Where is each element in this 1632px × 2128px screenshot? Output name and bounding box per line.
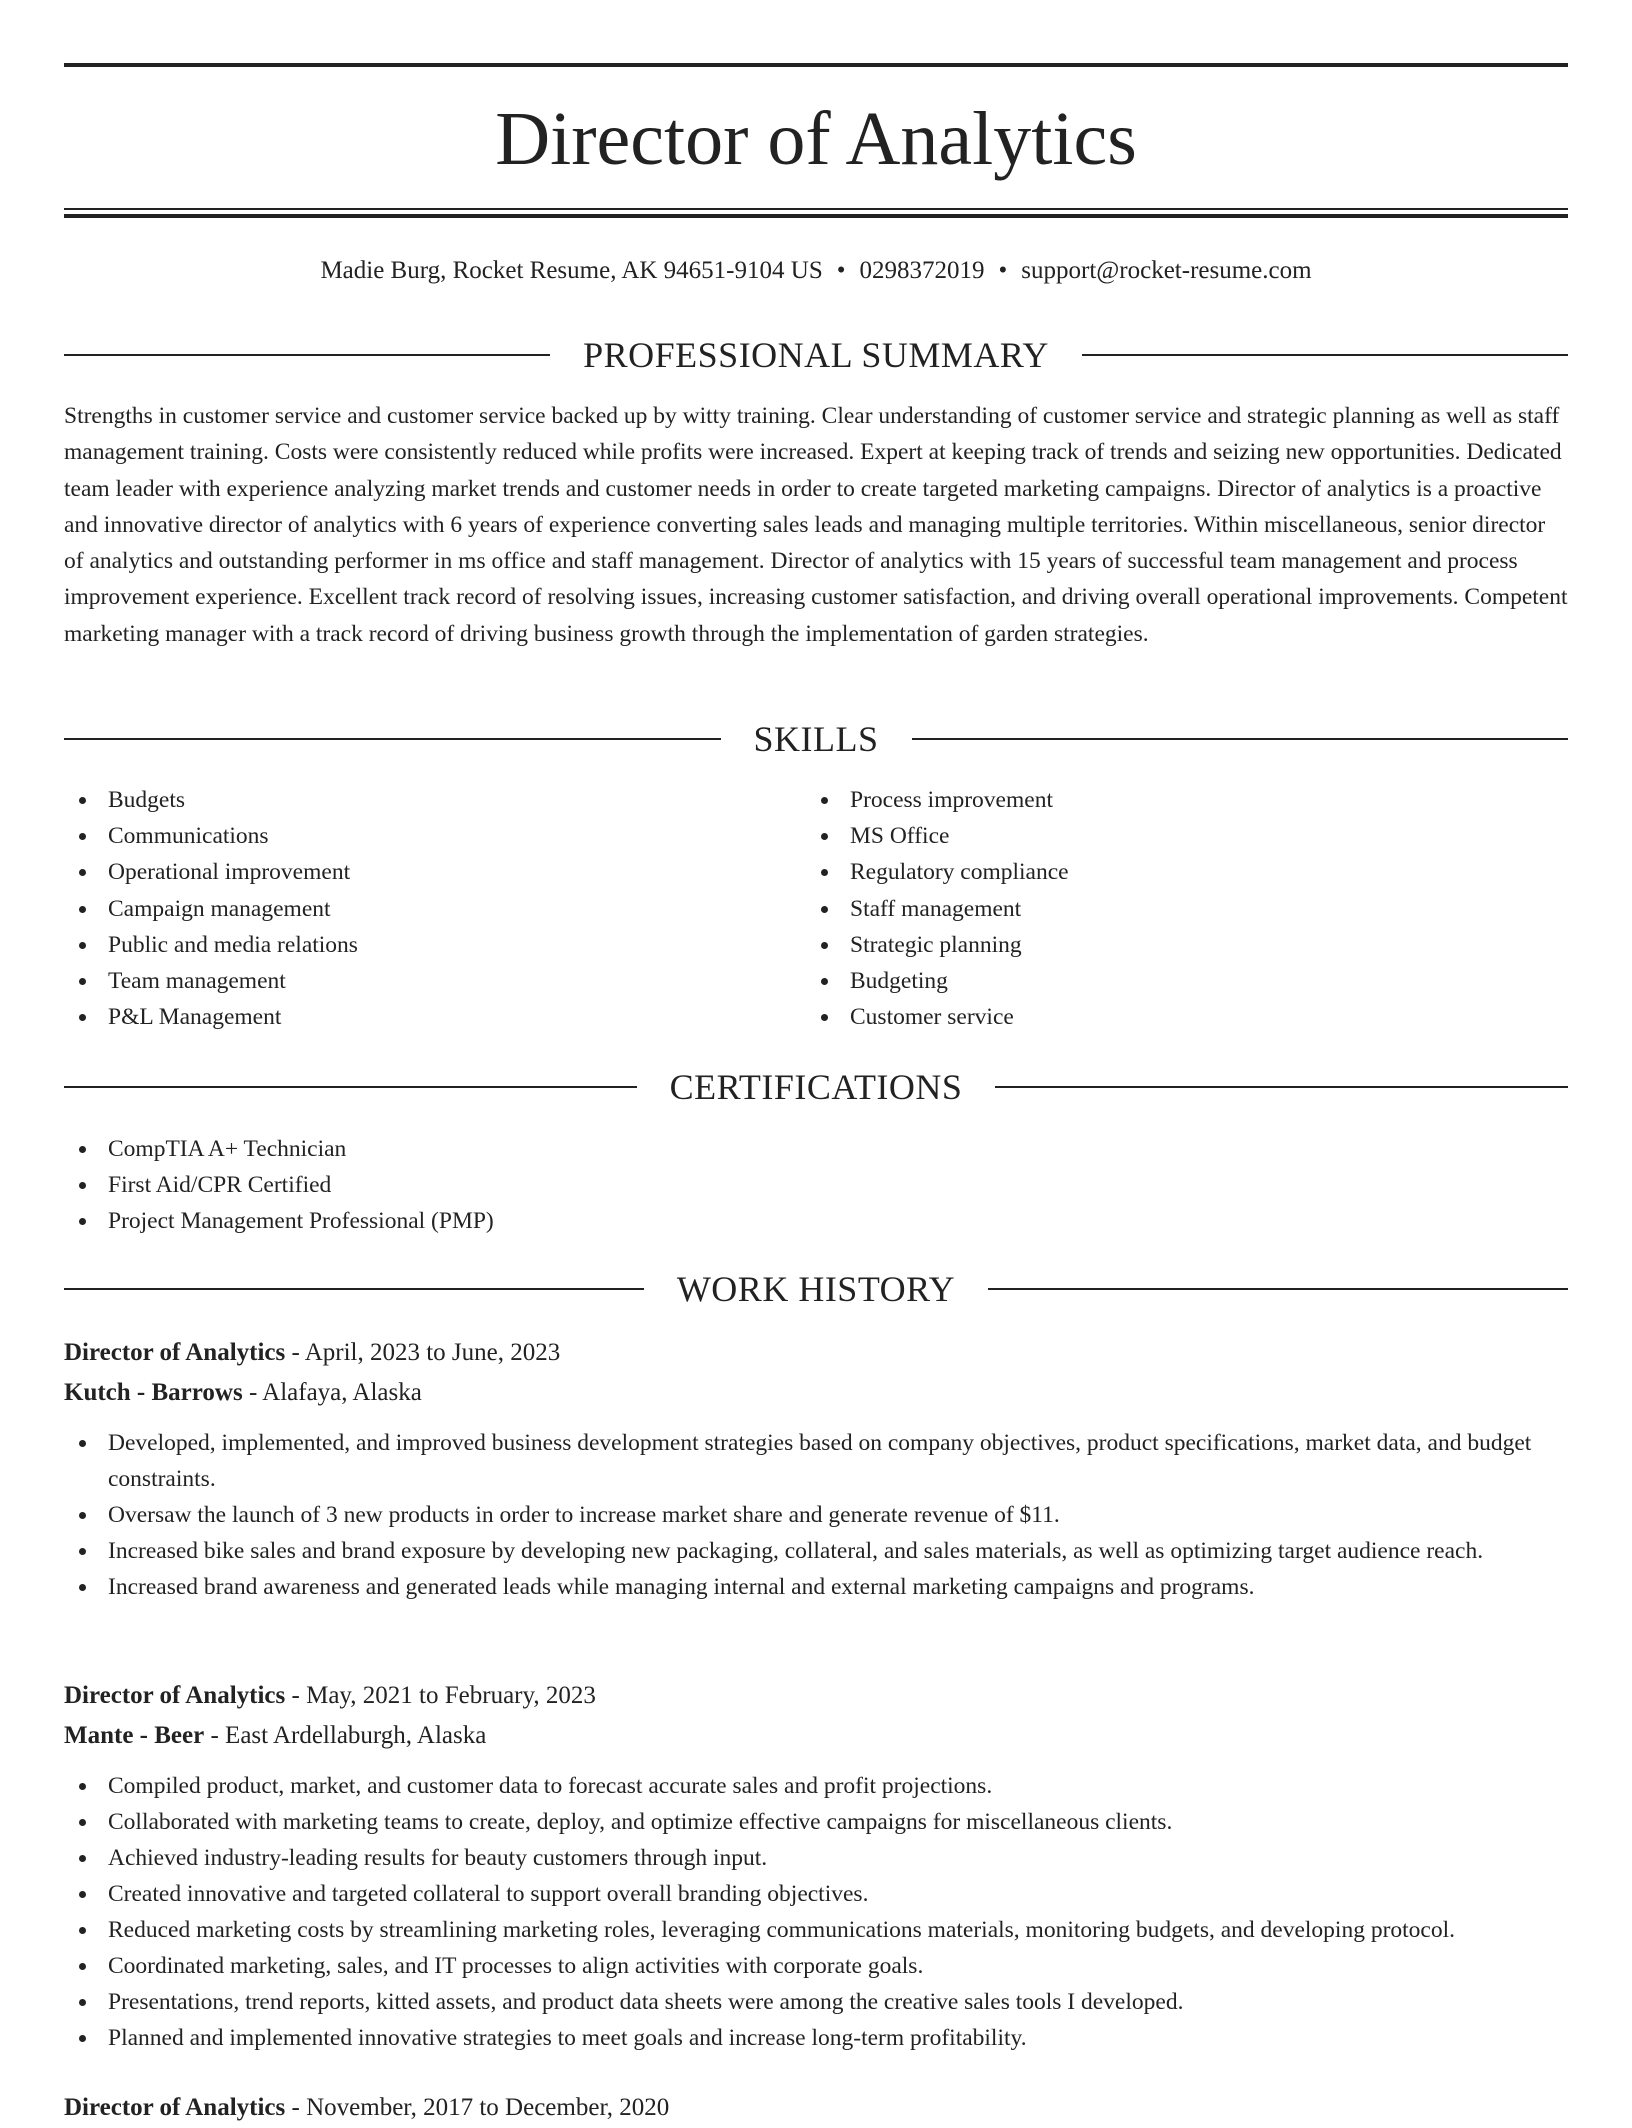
job-bullet: Increased brand awareness and generated leads while managing internal and external marketing campaigns and programs. bbox=[64, 1569, 1568, 1605]
section-heading-skills bbox=[64, 716, 1568, 762]
job-company-row: Kutch - Barrows - Alafaya, Alaska bbox=[64, 1379, 422, 1406]
section-heading-summary bbox=[64, 332, 1568, 378]
job-bullets bbox=[64, 1425, 1568, 1605]
page-title: Director of Analytics bbox=[495, 97, 1137, 181]
header-top-rule bbox=[64, 63, 1568, 67]
job-company: Mante - Beer bbox=[64, 1722, 205, 1749]
heading-rule bbox=[1082, 354, 1568, 356]
contact-line bbox=[64, 253, 1568, 289]
skill-item: Team management bbox=[64, 963, 764, 999]
certification-item: First Aid/CPR Certified bbox=[64, 1167, 1568, 1203]
job-bullet: Oversaw the launch of 3 new products in order to increase market share and generate revenue of $11. bbox=[64, 1497, 1568, 1533]
job-title-row: Director of Analytics - April, 2023 to June, 2023 bbox=[64, 1339, 561, 1366]
job-bullet: Presentations, trend reports, kitted assets, and product data sheets were among the creative sales tools I developed. bbox=[64, 1984, 1568, 2020]
job-location: East Ardellaburgh, Alaska bbox=[225, 1722, 487, 1749]
job-title: Director of Analytics bbox=[64, 2094, 286, 2121]
skill-item: Regulatory compliance bbox=[806, 854, 1506, 890]
header-rule-lower bbox=[64, 214, 1568, 218]
heading-rule bbox=[988, 1288, 1568, 1290]
section-title: SKILLS bbox=[753, 719, 879, 759]
job-bullet: Collaborated with marketing teams to create, deploy, and optimize effective campaigns for miscellaneous clients. bbox=[64, 1804, 1568, 1840]
section-title: WORK HISTORY bbox=[676, 1269, 956, 1309]
skill-item: Process improvement bbox=[806, 782, 1506, 818]
certification-item: Project Management Professional (PMP) bbox=[64, 1203, 1568, 1239]
heading-rule bbox=[912, 738, 1569, 740]
section-title: CERTIFICATIONS bbox=[669, 1067, 963, 1107]
job-dates: April, 2023 to June, 2023 bbox=[304, 1339, 561, 1366]
heading-rule bbox=[64, 354, 550, 356]
job-title: Director of Analytics bbox=[64, 1339, 286, 1366]
certification-item: CompTIA A+ Technician bbox=[64, 1131, 1568, 1167]
skill-item: Public and media relations bbox=[64, 927, 764, 963]
job-bullet: Increased bike sales and brand exposure by developing new packaging, collateral, and sales materials, as well as optimizing target audience reach. bbox=[64, 1533, 1568, 1569]
skills-column-left bbox=[64, 782, 764, 1035]
job-title-row: Director of Analytics - November, 2017 to December, 2020 bbox=[64, 2094, 670, 2121]
section-title: PROFESSIONAL SUMMARY bbox=[583, 335, 1049, 375]
skill-item: Staff management bbox=[806, 891, 1506, 927]
job-entry bbox=[64, 1676, 1568, 2056]
job-bullet: Developed, implemented, and improved business development strategies based on company objectives, product specifications, market data, and budget constraints. bbox=[64, 1425, 1568, 1497]
contact-email: support@rocket-resume.com bbox=[1021, 257, 1312, 284]
job-bullet: Reduced marketing costs by streamlining marketing roles, leveraging communications materials, monitoring budgets, and developing protocol. bbox=[64, 1912, 1568, 1948]
skills-list-left bbox=[64, 782, 764, 1035]
job-bullet: Coordinated marketing, sales, and IT processes to align activities with corporate goals. bbox=[64, 1948, 1568, 1984]
job-title-row: Director of Analytics - May, 2021 to February, 2023 bbox=[64, 1682, 596, 1709]
job-entry bbox=[64, 1333, 1568, 1605]
job-title: Director of Analytics bbox=[64, 1682, 286, 1709]
skills-column-right bbox=[806, 782, 1506, 1035]
job-bullet: Achieved industry-leading results for beauty customers through input. bbox=[64, 1840, 1568, 1876]
job-dates: November, 2017 to December, 2020 bbox=[306, 2094, 670, 2121]
skill-item: Budgeting bbox=[806, 963, 1506, 999]
heading-rule bbox=[64, 738, 721, 740]
job-company: Kutch - Barrows bbox=[64, 1379, 243, 1406]
heading-rule bbox=[995, 1086, 1568, 1088]
heading-rule bbox=[64, 1288, 644, 1290]
job-bullet: Planned and implemented innovative strategies to meet goals and increase long-term profitability. bbox=[64, 2020, 1568, 2056]
section-heading-certifications bbox=[64, 1064, 1568, 1110]
heading-rule bbox=[64, 1086, 637, 1088]
skill-item: Campaign management bbox=[64, 891, 764, 927]
job-location: Alafaya, Alaska bbox=[262, 1379, 422, 1406]
section-heading-work-history bbox=[64, 1266, 1568, 1312]
skill-item: P&L Management bbox=[64, 999, 764, 1035]
summary-text: Strengths in customer service and customer service backed up by witty training. Clear understanding of customer service and strategic planning as well as staff management training. Costs were consistently reduced while profits were increased. Expert at keeping track of trends and seizing new opportunities. Dedicated team leader with experience analyzing market trends and customer needs in order to create targeted marketing campaigns. Director of analytics is a proactive and innovative director of analytics with 6 years of experience converting sales leads and managing multiple territories. Within miscellaneous, senior director of analytics and outstanding performer in ms office and staff management. Director of analytics with 15 years of successful team management and process improvement experience. Excellent track record of resolving issues, increasing customer satisfaction, and driving overall operational improvements. Competent marketing manager with a track record of driving business growth through the implementation of garden strategies. bbox=[64, 403, 1568, 647]
header-rule-upper bbox=[64, 208, 1568, 210]
certifications-block bbox=[64, 1131, 1568, 1239]
job-dates: May, 2021 to February, 2023 bbox=[306, 1682, 596, 1709]
skill-item: Operational improvement bbox=[64, 854, 764, 890]
skill-item: Communications bbox=[64, 818, 764, 854]
skill-item: Strategic planning bbox=[806, 927, 1506, 963]
job-entry bbox=[64, 2088, 1568, 2128]
job-company-row: Mante - Beer - East Ardellaburgh, Alaska bbox=[64, 1722, 487, 1749]
contact-address: Madie Burg, Rocket Resume, AK 94651-9104 US bbox=[320, 257, 823, 284]
contact-phone: 0298372019 bbox=[859, 257, 985, 284]
skills-list-right bbox=[806, 782, 1506, 1035]
job-bullet: Created innovative and targeted collateral to support overall branding objectives. bbox=[64, 1876, 1568, 1912]
certifications-list bbox=[64, 1131, 1568, 1239]
skill-item: Budgets bbox=[64, 782, 764, 818]
contact-separator: • bbox=[836, 257, 846, 284]
job-bullets bbox=[64, 1768, 1568, 2056]
skill-item: Customer service bbox=[806, 999, 1506, 1035]
contact-separator: • bbox=[998, 257, 1008, 284]
skill-item: MS Office bbox=[806, 818, 1506, 854]
job-bullet: Compiled product, market, and customer data to forecast accurate sales and profit projections. bbox=[64, 1768, 1568, 1804]
